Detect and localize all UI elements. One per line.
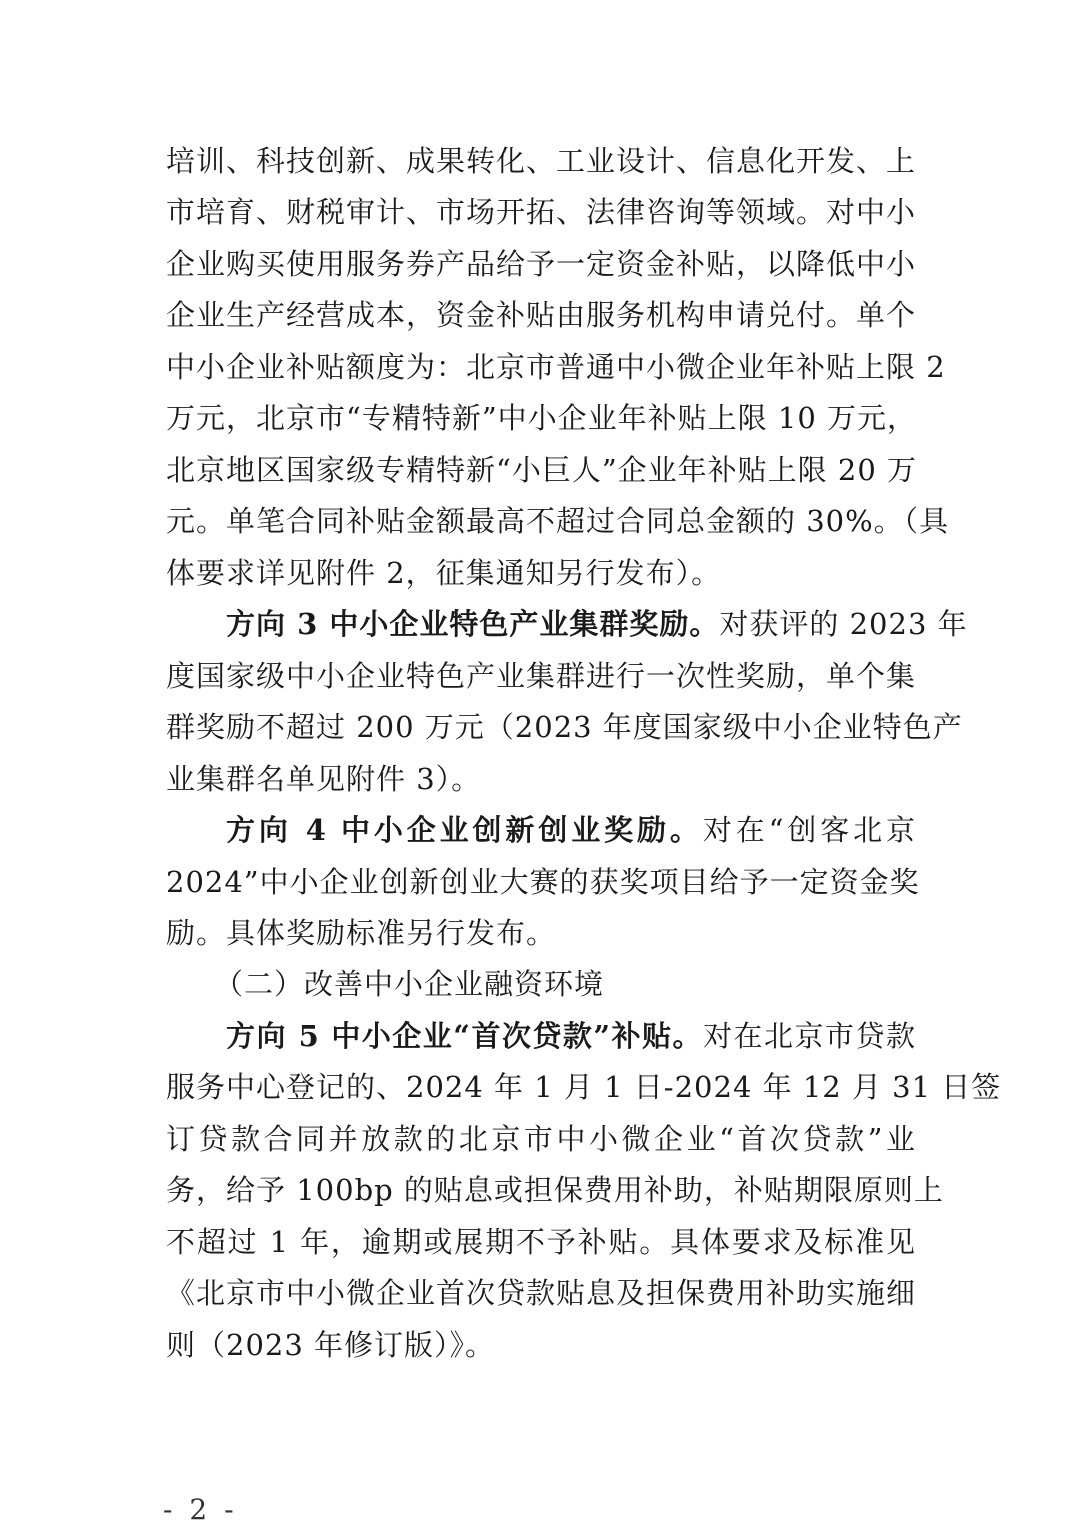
direction-heading: 方向 4 中小企业创新创业奖励。 bbox=[226, 813, 703, 847]
text-line: 不超过 1 年，逾期或展期不予补贴。具体要求及标准见 bbox=[166, 1225, 916, 1259]
text-line: 体要求详见附件 2，征集通知另行发布）。 bbox=[166, 556, 722, 590]
text-line: 励。具体奖励标准另行发布。 bbox=[166, 916, 557, 950]
text-line: 万元，北京市“专精特新”中小企业年补贴上限 10 万元， bbox=[166, 401, 917, 435]
text-line: 中小企业补贴额度为：北京市普通中小微企业年补贴上限 2 bbox=[166, 350, 946, 384]
text-line: 业集群名单见附件 3）。 bbox=[166, 762, 482, 796]
section-heading: （二）改善中小企业融资环境 bbox=[214, 967, 605, 1001]
text-line: 企业购买使用服务券产品给予一定资金补贴，以降低中小 bbox=[166, 247, 917, 281]
direction-heading: 方向 5 中小企业“首次贷款”补贴。 bbox=[226, 1019, 704, 1053]
text-line: 市培育、财税审计、市场开拓、法律咨询等领域。对中小 bbox=[166, 195, 917, 229]
text-line: 2024”中小企业创新创业大赛的获奖项目给予一定资金奖 bbox=[166, 865, 920, 899]
page-number: - 2 - bbox=[163, 1493, 238, 1526]
text-line: 则（2023 年修订版）》。 bbox=[166, 1328, 496, 1362]
text-line: 元。单笔合同补贴金额最高不超过合同总金额的 30%。（具 bbox=[166, 504, 950, 538]
text-line: 北京地区国家级专精特新“小巨人”企业年补贴上限 20 万 bbox=[166, 453, 917, 487]
text-line: 度国家级中小企业特色产业集群进行一次性奖励，单个集 bbox=[166, 659, 917, 693]
text-line: 《北京市中小微企业首次贷款贴息及担保费用补助实施细 bbox=[166, 1276, 917, 1310]
text-span: 对获评的 2023 年 bbox=[719, 607, 968, 641]
text-line: 务，给予 100bp 的贴息或担保费用补助，补贴期限原则上 bbox=[166, 1173, 944, 1207]
text-span: 对在“创客北京 bbox=[702, 813, 917, 847]
text-line: 订贷款合同并放款的北京市中小微企业“首次贷款”业 bbox=[166, 1122, 916, 1156]
text-line: 服务中心登记的、2024 年 1 月 1 日-2024 年 12 月 31 日签 bbox=[166, 1070, 1002, 1104]
text-span: 对在北京市贷款 bbox=[703, 1019, 916, 1053]
text-line: 群奖励不超过 200 万元（2023 年度国家级中小企业特色产 bbox=[166, 710, 963, 744]
direction-heading: 方向 3 中小企业特色产业集群奖励。 bbox=[226, 607, 720, 641]
paragraph-first-line bbox=[226, 598, 968, 650]
paragraph-first-line bbox=[226, 1010, 916, 1062]
text-line: 企业生产经营成本，资金补贴由服务机构申请兑付。单个 bbox=[166, 298, 917, 332]
text-line: 培训、科技创新、成果转化、工业设计、信息化开发、上 bbox=[166, 144, 917, 178]
paragraph-first-line bbox=[226, 804, 916, 856]
